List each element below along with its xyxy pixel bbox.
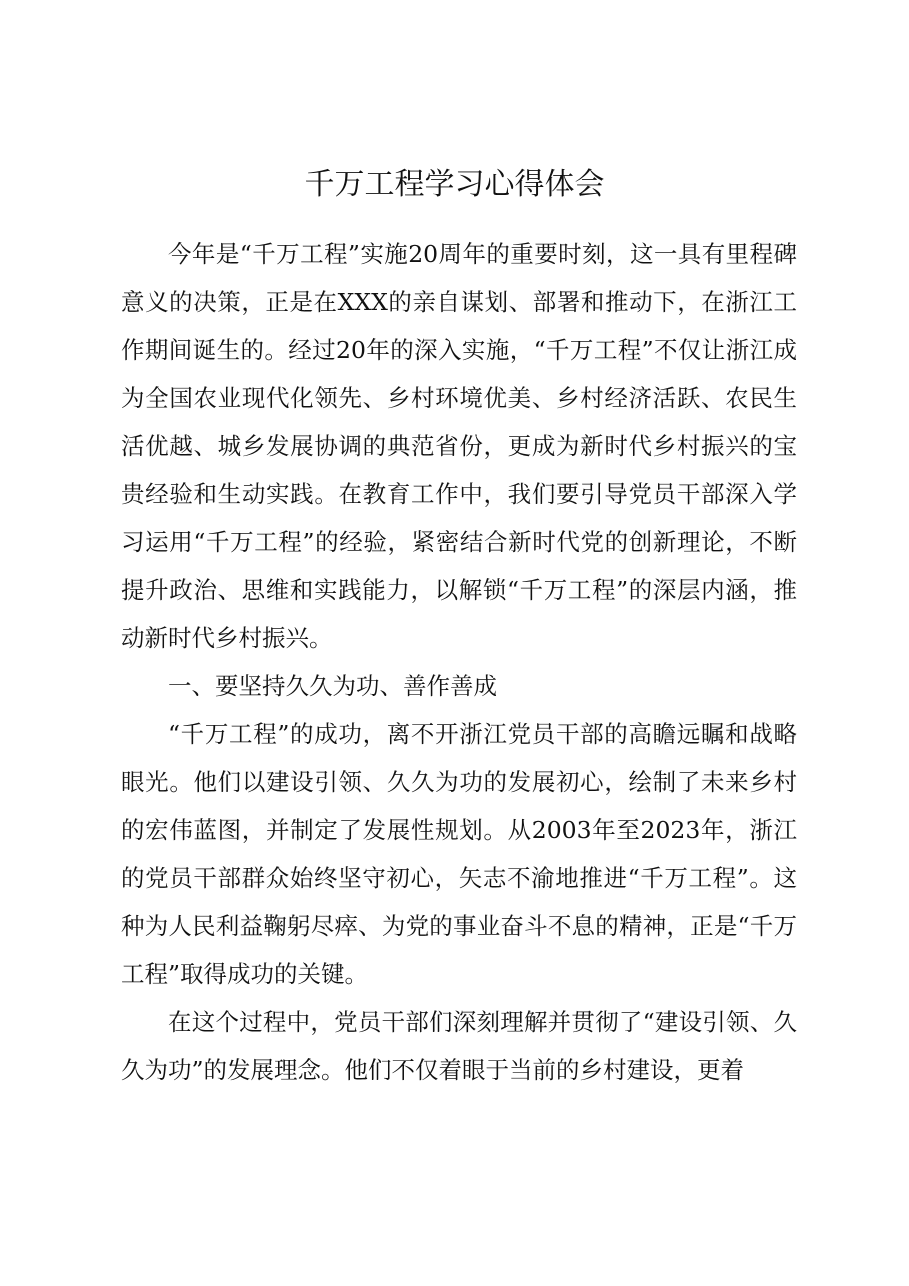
- paragraph-continuation: 在这个过程中，党员干部们深刻理解并贯彻了“建设引领、久久为功”的发展理念。他们不仅着眼于当前的乡村建设，更着: [121, 1008, 797, 1084]
- document-title: 千万工程学习心得体会: [304, 167, 605, 202]
- paragraph-section-1: “千万工程”的成功，离不开浙江党员干部的高瞻远瞩和战略眼光。他们以建设引领、久久为功的发展初心，绘制了未来乡村的宏伟蓝图，并制定了发展性规划。从2003年至2023年，浙江的党员干部群众始终坚守初心，矢志不渝地推进“千万工程”。这种为人民利益鞠躬尽瘁、为党的事业奋斗不息的精神，正是“千万工程”取得成功的关键。: [121, 720, 797, 988]
- paragraph-intro: 今年是“千万工程”实施20周年的重要时刻，这一具有里程碑意义的决策，正是在XXX的亲自谋划、部署和推动下，在浙江工作期间诞生的。经过20年的深入实施，“千万工程”不仅让浙江成为全国农业现代化领先、乡村环境优美、乡村经济活跃、农民生活优越、城乡发展协调的典范省份，更成为新时代乡村振兴的宝贵经验和生动实践。在教育工作中，我们要引导党员干部深入学习运用“千万工程”的经验，紧密结合新时代党的创新理论，不断提升政治、思维和实践能力，以解锁“千万工程”的深层内涵，推动新时代乡村振兴。: [121, 240, 797, 652]
- document-body: [121, 230, 797, 1094]
- section-heading-1: 一、要坚持久久为功、善作善成: [168, 672, 497, 700]
